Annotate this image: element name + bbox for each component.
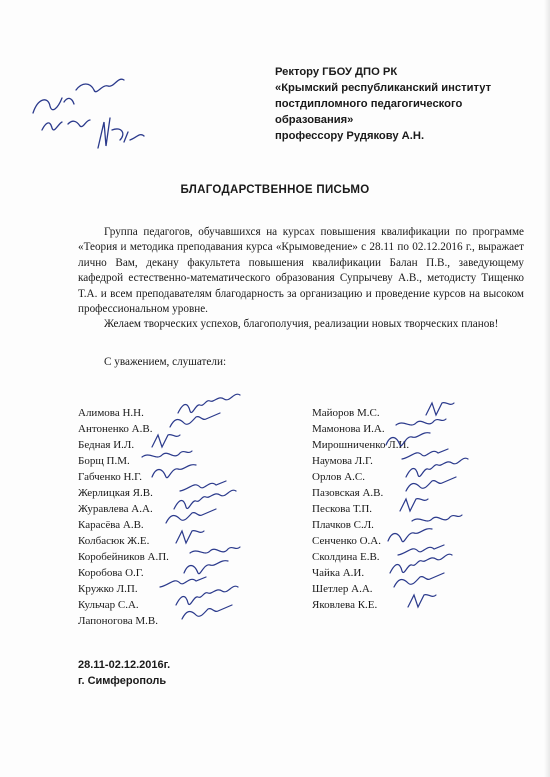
addressee-line: Ректору ГБОУ ДПО РК bbox=[275, 66, 398, 78]
signatory-name: Чайка А.И. bbox=[312, 567, 365, 579]
handwritten-signature bbox=[404, 591, 494, 615]
addressee-line: постдипломного педагогического bbox=[275, 98, 463, 110]
signatory-name: Плачков С.Л. bbox=[312, 519, 374, 531]
signatory-row bbox=[78, 469, 169, 485]
handwritten-signature bbox=[172, 495, 262, 519]
signatories-right bbox=[312, 405, 409, 613]
handwritten-signature bbox=[396, 543, 486, 567]
letter-title: БЛАГОДАРСТВЕННОЕ ПИСЬМО bbox=[180, 184, 370, 196]
handwritten-signature bbox=[172, 527, 262, 551]
signatory-name: Карасёва А.В. bbox=[78, 519, 144, 531]
signatory-name: Коробейников А.П. bbox=[78, 551, 169, 563]
signatories-left bbox=[78, 405, 169, 629]
signatory-row bbox=[78, 565, 169, 581]
addressee-line: образования» bbox=[275, 114, 354, 126]
signatory-row bbox=[312, 501, 409, 517]
signatory-row bbox=[78, 405, 169, 421]
handwritten-signature bbox=[178, 479, 268, 503]
signatory-name: Пазовская А.В. bbox=[312, 487, 384, 499]
signatory-name: Орлов А.С. bbox=[312, 471, 366, 483]
addressee-line: профессору Рудякову А.Н. bbox=[275, 130, 425, 142]
signatory-row bbox=[312, 469, 409, 485]
signatory-row bbox=[78, 581, 169, 597]
signatory-name: Кружко Л.П. bbox=[78, 583, 138, 595]
scan-edge-shadow bbox=[544, 0, 550, 777]
handwritten-signature bbox=[188, 543, 278, 567]
signatory-row bbox=[78, 421, 169, 437]
signatory-name: Бедная И.Л. bbox=[78, 439, 135, 451]
letter-body bbox=[78, 225, 524, 333]
handwritten-signature bbox=[404, 479, 494, 503]
signatory-name: Борщ П.М. bbox=[78, 455, 130, 467]
footer-block bbox=[78, 657, 170, 689]
signatory-row bbox=[78, 549, 169, 565]
signatory-name: Антоненко А.В. bbox=[78, 423, 153, 435]
signatory-row bbox=[78, 453, 169, 469]
signatory-row bbox=[312, 597, 409, 613]
signatory-row bbox=[312, 517, 409, 533]
body-paragraph: Группа педагогов, обучавшихся на курсах повышения квалификации по программе «Теория и методика преподавания курса «Крымоведение» с 28.11 по 02.12.2016 г., выражает лично Вам, декану факультета повышения квалификации Балан П.В., заведующему кафедрой естественно-математического образования Супрычеву А.В., методисту Тищенко Т.А. и всем преподавателям благодарность за организацию и проведение курсов на высоком профессиональном уровне. bbox=[78, 226, 524, 316]
handwritten-signature bbox=[158, 575, 248, 599]
signatory-name: Алимова Н.Н. bbox=[78, 407, 144, 419]
signatory-row bbox=[312, 485, 409, 501]
signatory-row bbox=[312, 453, 409, 469]
signatory-name: Сенченко О.А. bbox=[312, 535, 381, 547]
signatory-name: Колбасюк Ж.Е. bbox=[78, 535, 150, 547]
signatory-name: Журавлева А.А. bbox=[78, 503, 153, 515]
signatory-row bbox=[78, 437, 169, 453]
signatory-row bbox=[312, 549, 409, 565]
handwritten-signature bbox=[174, 591, 264, 615]
signatory-name: Яковлева К.Е. bbox=[312, 599, 378, 611]
letter-city: г. Симферополь bbox=[78, 675, 167, 687]
addressee-line: «Крымский республиканский институт bbox=[275, 82, 492, 94]
signatory-row bbox=[312, 421, 409, 437]
handwritten-signature bbox=[404, 463, 494, 487]
handwritten-signature bbox=[180, 559, 270, 583]
signatory-name: Майоров М.С. bbox=[312, 407, 380, 419]
signatory-row bbox=[78, 597, 169, 613]
signatory-row bbox=[78, 533, 169, 549]
handwritten-signature bbox=[410, 511, 500, 535]
handwritten-signature bbox=[396, 495, 486, 519]
handwritten-resolution bbox=[28, 68, 178, 168]
signatory-row bbox=[78, 485, 169, 501]
handwritten-signature bbox=[164, 511, 254, 535]
signatory-name: Лапоногова М.В. bbox=[78, 615, 159, 627]
letter-date: 28.11-02.12.2016г. bbox=[78, 659, 171, 671]
signatory-row bbox=[312, 581, 409, 597]
signatory-name: Коробова О.Г. bbox=[78, 567, 144, 579]
handwritten-signature bbox=[180, 607, 270, 631]
signatory-row bbox=[312, 565, 409, 581]
signatory-name: Шетлер А.А. bbox=[312, 583, 373, 595]
signatory-name: Пескова Т.П. bbox=[312, 503, 373, 515]
signatory-name: Наумова Л.Г. bbox=[312, 455, 373, 467]
addressee-block bbox=[275, 64, 535, 144]
signatory-name: Жерлицкая Я.В. bbox=[78, 487, 153, 499]
signatory-name: Мамонова И.А. bbox=[312, 423, 385, 435]
signatory-name: Мирошниченко Л.И. bbox=[312, 439, 410, 451]
handwritten-signature bbox=[400, 447, 490, 471]
signatory-row bbox=[312, 533, 409, 549]
signatory-name: Габченко Н.Г. bbox=[78, 471, 143, 483]
signatory-row bbox=[78, 613, 169, 629]
handwritten-signature bbox=[168, 415, 258, 439]
body-paragraph: Желаем творческих успехов, благополучия, реализации новых творческих планов! bbox=[104, 318, 499, 331]
closing-line: С уважением, слушатели: bbox=[104, 356, 227, 368]
signatory-row bbox=[78, 501, 169, 517]
handwritten-signature bbox=[176, 399, 266, 423]
signatory-row bbox=[312, 437, 409, 453]
signatory-row bbox=[78, 517, 169, 533]
signatory-name: Сколдина Е.В. bbox=[312, 551, 380, 563]
signatory-name: Кульчар С.А. bbox=[78, 599, 139, 611]
signatory-row bbox=[312, 405, 409, 421]
handwritten-signature bbox=[422, 399, 512, 423]
